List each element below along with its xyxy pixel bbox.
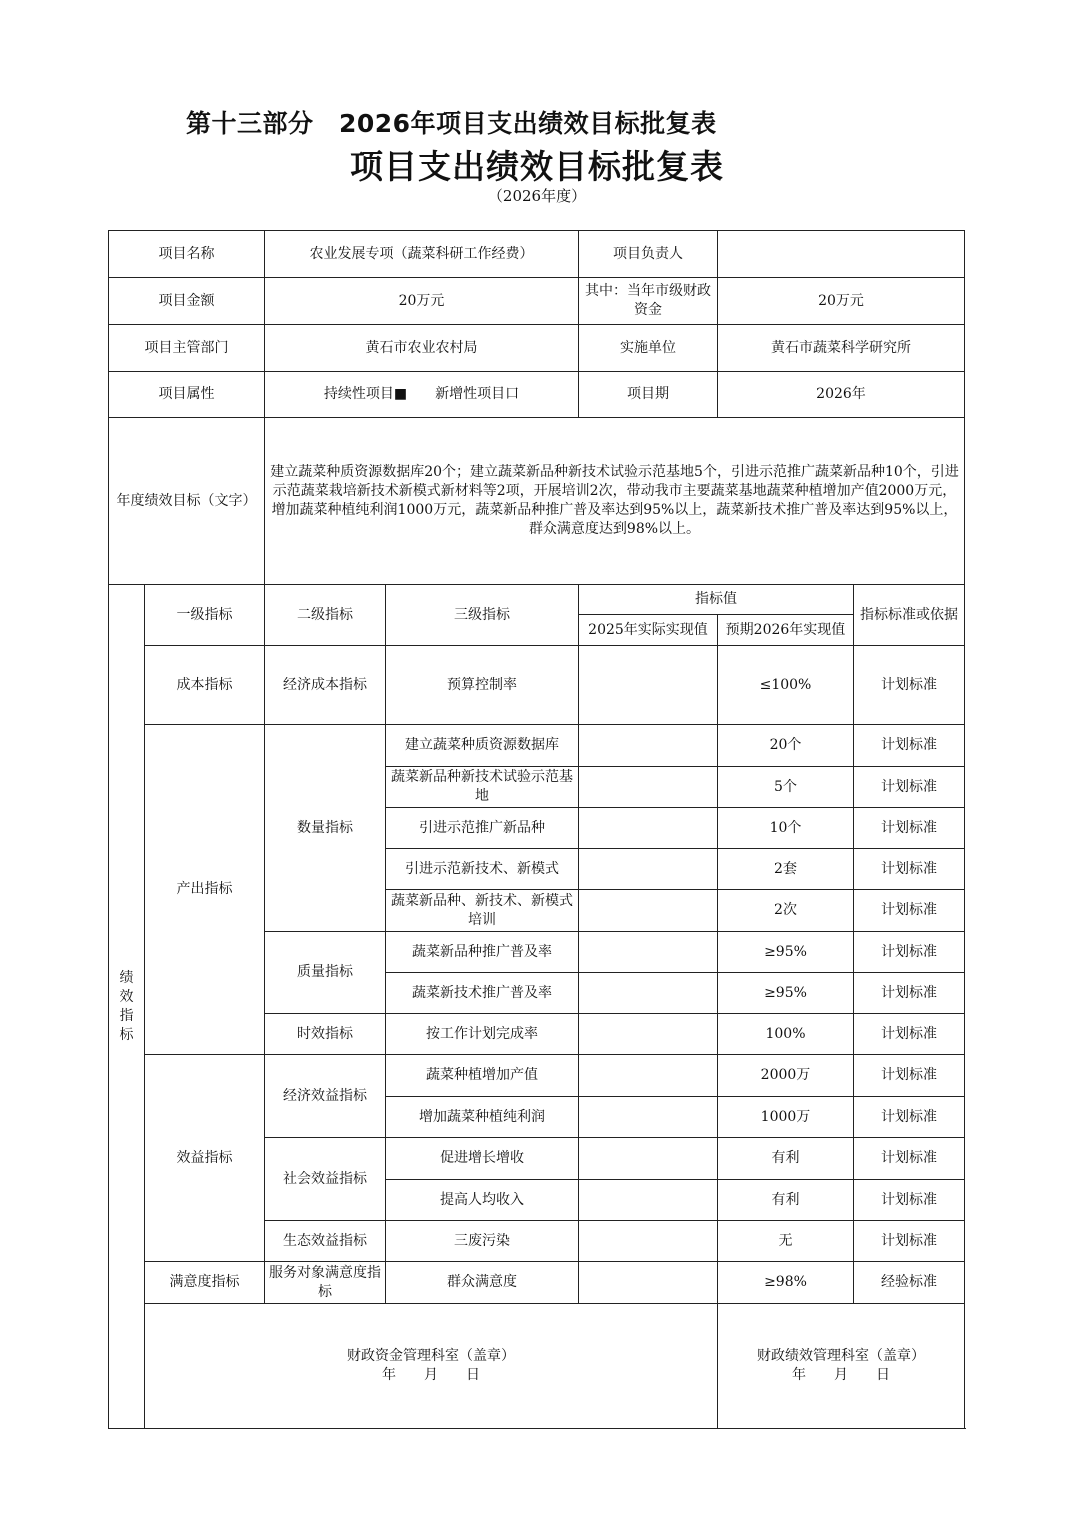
expected-2026-value: 5个 bbox=[718, 767, 854, 808]
basis-value: 计划标准 bbox=[854, 767, 965, 808]
expected-2026-value: 2套 bbox=[718, 849, 854, 890]
project-leader-label: 项目负责人 bbox=[579, 231, 718, 278]
performance-indicators-label bbox=[109, 585, 145, 1429]
table-row bbox=[109, 1262, 965, 1304]
basis-value: 计划标准 bbox=[854, 973, 965, 1014]
basis-value: 计划标准 bbox=[854, 1014, 965, 1055]
basis-value: 计划标准 bbox=[854, 1055, 965, 1097]
indicator-name: 蔬菜新品种推广普及率 bbox=[386, 932, 579, 973]
basis-value: 计划标准 bbox=[854, 808, 965, 849]
header-level2: 二级指标 bbox=[265, 585, 386, 646]
expected-2026-value: ≥95% bbox=[718, 973, 854, 1014]
level1-cost: 成本指标 bbox=[145, 646, 265, 725]
level2-ecological-benefit: 生态效益指标 bbox=[265, 1221, 386, 1262]
indicator-name: 群众满意度 bbox=[386, 1262, 579, 1304]
expected-2026-value: 10个 bbox=[718, 808, 854, 849]
indicator-name: 三废污染 bbox=[386, 1221, 579, 1262]
department-label: 项目主管部门 bbox=[109, 325, 265, 372]
actual-2025-value bbox=[579, 932, 718, 973]
performance-target-table bbox=[108, 230, 965, 1429]
level2-service-satisfaction: 服务对象满意度指标 bbox=[265, 1262, 386, 1304]
header-indicator-value: 指标值 bbox=[579, 585, 854, 615]
indicator-name: 增加蔬菜种植纯利润 bbox=[386, 1097, 579, 1138]
actual-2025-value bbox=[579, 1221, 718, 1262]
expected-2026-value: 1000万 bbox=[718, 1097, 854, 1138]
municipal-fund-label: 其中：当年市级财政资金 bbox=[579, 278, 718, 325]
level1-satisfaction: 满意度指标 bbox=[145, 1262, 265, 1304]
department-value: 黄石市农业农村局 bbox=[265, 325, 579, 372]
indicator-name: 蔬菜新品种、新技术、新模式培训 bbox=[386, 890, 579, 932]
header-level3: 三级指标 bbox=[386, 585, 579, 646]
performance-indicators-text: 绩 效 指 标 bbox=[119, 969, 134, 1043]
page-title: 项目支出绩效目标批复表 bbox=[350, 147, 724, 186]
table-row bbox=[109, 725, 965, 767]
indicator-name: 促进增长增收 bbox=[386, 1138, 579, 1180]
annual-goal-label: 年度绩效目标（文字） bbox=[109, 418, 265, 585]
fund-management-office bbox=[145, 1304, 718, 1429]
actual-2025-value bbox=[579, 1097, 718, 1138]
basis-value: 计划标准 bbox=[854, 646, 965, 725]
expected-2026-value: 有利 bbox=[718, 1180, 854, 1221]
indicator-name: 预算控制率 bbox=[386, 646, 579, 725]
indicator-name: 引进示范推广新品种 bbox=[386, 808, 579, 849]
basis-value: 计划标准 bbox=[854, 890, 965, 932]
year-subtitle: （2026年度） bbox=[487, 187, 587, 205]
section-title: 第十三部分 2026年项目支出绩效目标批复表 bbox=[186, 109, 717, 138]
indicator-name: 蔬菜新品种新技术试验示范基地 bbox=[386, 767, 579, 808]
indicator-name: 蔬菜新技术推广普及率 bbox=[386, 973, 579, 1014]
expected-2026-value: 2000万 bbox=[718, 1055, 854, 1097]
project-amount-value: 20万元 bbox=[265, 278, 579, 325]
expected-2026-value: 有利 bbox=[718, 1138, 854, 1180]
expected-2026-value: 20个 bbox=[718, 725, 854, 767]
basis-value: 计划标准 bbox=[854, 1138, 965, 1180]
performance-office-date: 年 月 日 bbox=[792, 1367, 890, 1383]
indicator-header-row bbox=[109, 585, 965, 615]
info-row-attribute bbox=[109, 372, 965, 418]
level2-economic-benefit: 经济效益指标 bbox=[265, 1055, 386, 1138]
indicator-name: 建立蔬菜种质资源数据库 bbox=[386, 725, 579, 767]
project-name-value: 农业发展专项（蔬菜科研工作经费） bbox=[265, 231, 579, 278]
expected-2026-value: ≥98% bbox=[718, 1262, 854, 1304]
basis-value: 计划标准 bbox=[854, 1097, 965, 1138]
basis-value: 计划标准 bbox=[854, 932, 965, 973]
info-row-name bbox=[109, 231, 965, 278]
expected-2026-value: 无 bbox=[718, 1221, 854, 1262]
table-row bbox=[109, 646, 965, 725]
table-row bbox=[109, 1055, 965, 1097]
indicator-name: 蔬菜种植增加产值 bbox=[386, 1055, 579, 1097]
actual-2025-value bbox=[579, 808, 718, 849]
actual-2025-value bbox=[579, 646, 718, 725]
header-basis: 指标标准或依据 bbox=[854, 585, 965, 646]
header-actual-2025: 2025年实际实现值 bbox=[579, 615, 718, 646]
header-expected-2026: 预期2026年实现值 bbox=[718, 615, 854, 646]
actual-2025-value bbox=[579, 1180, 718, 1221]
basis-value: 经验标准 bbox=[854, 1262, 965, 1304]
level1-output: 产出指标 bbox=[145, 725, 265, 1055]
header-level1: 一级指标 bbox=[145, 585, 265, 646]
fund-office-label: 财政资金管理科室（盖章） bbox=[347, 1348, 515, 1364]
implementing-unit-value: 黄石市蔬菜科学研究所 bbox=[718, 325, 965, 372]
implementing-unit-label: 实施单位 bbox=[579, 325, 718, 372]
basis-value: 计划标准 bbox=[854, 1221, 965, 1262]
actual-2025-value bbox=[579, 725, 718, 767]
project-name-label: 项目名称 bbox=[109, 231, 265, 278]
expected-2026-value: 100% bbox=[718, 1014, 854, 1055]
actual-2025-value bbox=[579, 767, 718, 808]
project-attribute-label: 项目属性 bbox=[109, 372, 265, 418]
project-amount-label: 项目金额 bbox=[109, 278, 265, 325]
expected-2026-value: ≥95% bbox=[718, 932, 854, 973]
project-attribute-value: 持续性项目■ 新增性项目口 bbox=[265, 372, 579, 418]
basis-value: 计划标准 bbox=[854, 849, 965, 890]
annual-goal-row bbox=[109, 418, 965, 585]
actual-2025-value bbox=[579, 890, 718, 932]
actual-2025-value bbox=[579, 1014, 718, 1055]
info-row-amount bbox=[109, 278, 965, 325]
indicator-name: 提高人均收入 bbox=[386, 1180, 579, 1221]
level1-benefit: 效益指标 bbox=[145, 1055, 265, 1262]
performance-management-office bbox=[718, 1304, 965, 1429]
actual-2025-value bbox=[579, 1262, 718, 1304]
project-period-label: 项目期 bbox=[579, 372, 718, 418]
annual-goal-text: 建立蔬菜种质资源数据库20个；建立蔬菜新品种新技术试验示范基地5个，引进示范推广蔬菜新品种10个，引进示范蔬菜栽培新技术新模式新材料等2项，开展培训2次，带动我市主要蔬菜基地蔬菜种植增加产值2000万元，增加蔬菜种植纯利润1000万元，蔬菜新品种推广普及率达到95%以上，蔬菜新技术推广普及率达到95%以上，群众满意度达到98%以上。 bbox=[265, 418, 965, 585]
level2-quantity: 数量指标 bbox=[265, 725, 386, 932]
level2-economic-cost: 经济成本指标 bbox=[265, 646, 386, 725]
basis-value: 计划标准 bbox=[854, 1180, 965, 1221]
municipal-fund-value: 20万元 bbox=[718, 278, 965, 325]
actual-2025-value bbox=[579, 1138, 718, 1180]
info-row-dept bbox=[109, 325, 965, 372]
actual-2025-value bbox=[579, 849, 718, 890]
project-period-value: 2026年 bbox=[718, 372, 965, 418]
signature-row bbox=[109, 1304, 965, 1429]
level2-social-benefit: 社会效益指标 bbox=[265, 1138, 386, 1221]
actual-2025-value bbox=[579, 973, 718, 1014]
expected-2026-value: ≤100% bbox=[718, 646, 854, 725]
basis-value: 计划标准 bbox=[854, 725, 965, 767]
level2-quality: 质量指标 bbox=[265, 932, 386, 1014]
level2-timeliness: 时效指标 bbox=[265, 1014, 386, 1055]
expected-2026-value: 2次 bbox=[718, 890, 854, 932]
project-leader-value bbox=[718, 231, 965, 278]
indicator-name: 引进示范新技术、新模式 bbox=[386, 849, 579, 890]
actual-2025-value bbox=[579, 1055, 718, 1097]
indicator-name: 按工作计划完成率 bbox=[386, 1014, 579, 1055]
fund-office-date: 年 月 日 bbox=[382, 1367, 480, 1383]
performance-office-label: 财政绩效管理科室（盖章） bbox=[757, 1348, 925, 1364]
